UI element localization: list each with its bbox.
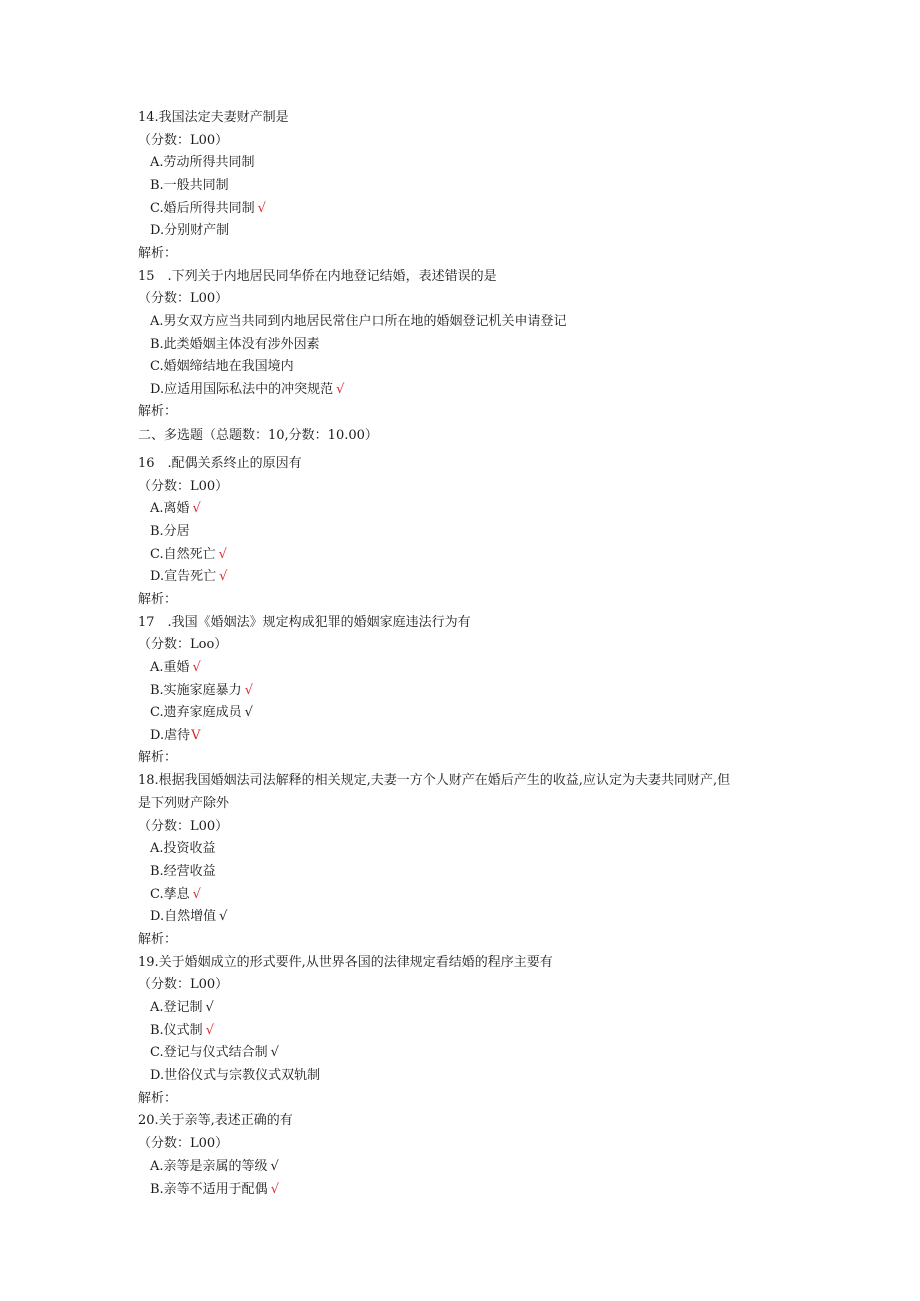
checkmark-icon: √ xyxy=(244,705,253,720)
checkmark-icon: √ xyxy=(192,501,201,516)
question-17-option-c: C.遗弃家庭成员 √ xyxy=(150,705,253,720)
checkmark-icon: √ xyxy=(218,547,227,562)
question-18-option-b: B.经营收益 xyxy=(150,864,216,879)
question-16-option-a: A.离婚 √ xyxy=(150,501,201,516)
question-20-option-b: B.亲等不适用于配偶 √ xyxy=(150,1182,279,1197)
question-17-option-d: D.虐待V xyxy=(150,728,201,743)
question-16-score: （分数：L00） xyxy=(138,479,229,494)
checkmark-icon: √ xyxy=(192,887,201,902)
question-18-option-a: A.投资收益 xyxy=(150,841,216,856)
question-17-score: （分数：Loo） xyxy=(138,637,228,652)
question-19-score: （分数：L00） xyxy=(138,977,229,992)
checkmark-icon: √ xyxy=(244,683,253,698)
checkmark-icon: √ xyxy=(270,1045,279,1060)
question-17-analysis: 解析： xyxy=(138,750,178,765)
question-15-option-d: D.应适用国际私法中的冲突规范 √ xyxy=(150,382,345,397)
checkmark-icon: √ xyxy=(219,569,228,584)
question-18-option-d: D.自然增值 √ xyxy=(150,909,228,924)
checkmark-icon: √ xyxy=(205,1000,214,1015)
question-17-stem: 17 .我国《婚姻法》规定构成犯罪的婚姻家庭违法行为有 xyxy=(138,615,471,630)
question-15-score: （分数：L00） xyxy=(138,291,229,306)
question-14-option-b: B.一般共同制 xyxy=(150,178,229,193)
question-20-stem: 20.关于亲等,表述正确的有 xyxy=(138,1113,293,1128)
checkmark-icon: V xyxy=(191,728,201,743)
question-17-option-a: A.重婚 √ xyxy=(150,660,201,675)
question-15-analysis: 解析： xyxy=(138,404,178,419)
question-20-score: （分数：L00） xyxy=(138,1136,229,1151)
checkmark-icon: √ xyxy=(219,909,228,924)
question-15-stem: 15 .下列关于内地居民同华侨在内地登记结婚，表述错误的是 xyxy=(138,269,497,284)
checkmark-icon: √ xyxy=(270,1182,279,1197)
checkmark-icon: √ xyxy=(336,382,345,397)
question-17-option-b: B.实施家庭暴力 √ xyxy=(150,683,253,698)
question-14-analysis: 解析： xyxy=(138,246,178,261)
checkmark-icon: √ xyxy=(192,660,201,675)
question-14-option-d: D.分别财产制 xyxy=(150,223,230,238)
question-18-stem-line-2: 是下列财产除外 xyxy=(138,796,230,811)
question-18-score: （分数：L00） xyxy=(138,819,229,834)
question-18-analysis: 解析： xyxy=(138,932,178,947)
question-16-option-c: C.自然死亡 √ xyxy=(150,547,227,562)
question-18-option-c: C.孳息 √ xyxy=(150,887,201,902)
question-15-option-a: A.男女双方应当共同到内地居民常住户口所在地的婚姻登记机关申请登记 xyxy=(150,314,567,329)
checkmark-icon: √ xyxy=(205,1023,214,1038)
checkmark-icon: √ xyxy=(257,201,266,216)
question-19-option-d: D.世俗仪式与宗教仪式双轨制 xyxy=(150,1068,321,1083)
question-14-option-a: A.劳动所得共同制 xyxy=(150,155,255,170)
question-15-option-c: C.婚姻缔结地在我国境内 xyxy=(150,359,294,374)
question-16-option-d: D.宣告死亡 √ xyxy=(150,569,228,584)
question-19-option-b: B.仪式制 √ xyxy=(150,1023,214,1038)
section-2-heading: 二、多选题（总题数：10,分数：10.00） xyxy=(138,428,378,443)
question-16-stem: 16 .配偶关系终止的原因有 xyxy=(138,456,302,471)
question-16-analysis: 解析： xyxy=(138,592,178,607)
question-20-option-a: A.亲等是亲属的等级 √ xyxy=(150,1159,279,1174)
question-14-stem: 14.我国法定夫妻财产制是 xyxy=(138,110,289,125)
question-19-analysis: 解析： xyxy=(138,1091,178,1106)
question-19-option-c: C.登记与仪式结合制 √ xyxy=(150,1045,279,1060)
question-18-stem-line-1: 18.根据我国婚姻法司法解释的相关规定,夫妻一方个人财产在婚后产生的收益,应认定为夫妻共同财产,但 xyxy=(138,773,731,788)
question-14-option-c: C.婚后所得共同制 √ xyxy=(150,201,266,216)
question-19-option-a: A.登记制 √ xyxy=(150,1000,214,1015)
question-19-stem: 19.关于婚姻成立的形式要件,从世界各国的法律规定看结婚的程序主要有 xyxy=(138,955,553,970)
question-14-score: （分数：L00） xyxy=(138,133,229,148)
question-16-option-b: B.分居 xyxy=(150,524,190,539)
question-15-option-b: B.此类婚姻主体没有涉外因素 xyxy=(150,337,320,352)
checkmark-icon: √ xyxy=(270,1159,279,1174)
